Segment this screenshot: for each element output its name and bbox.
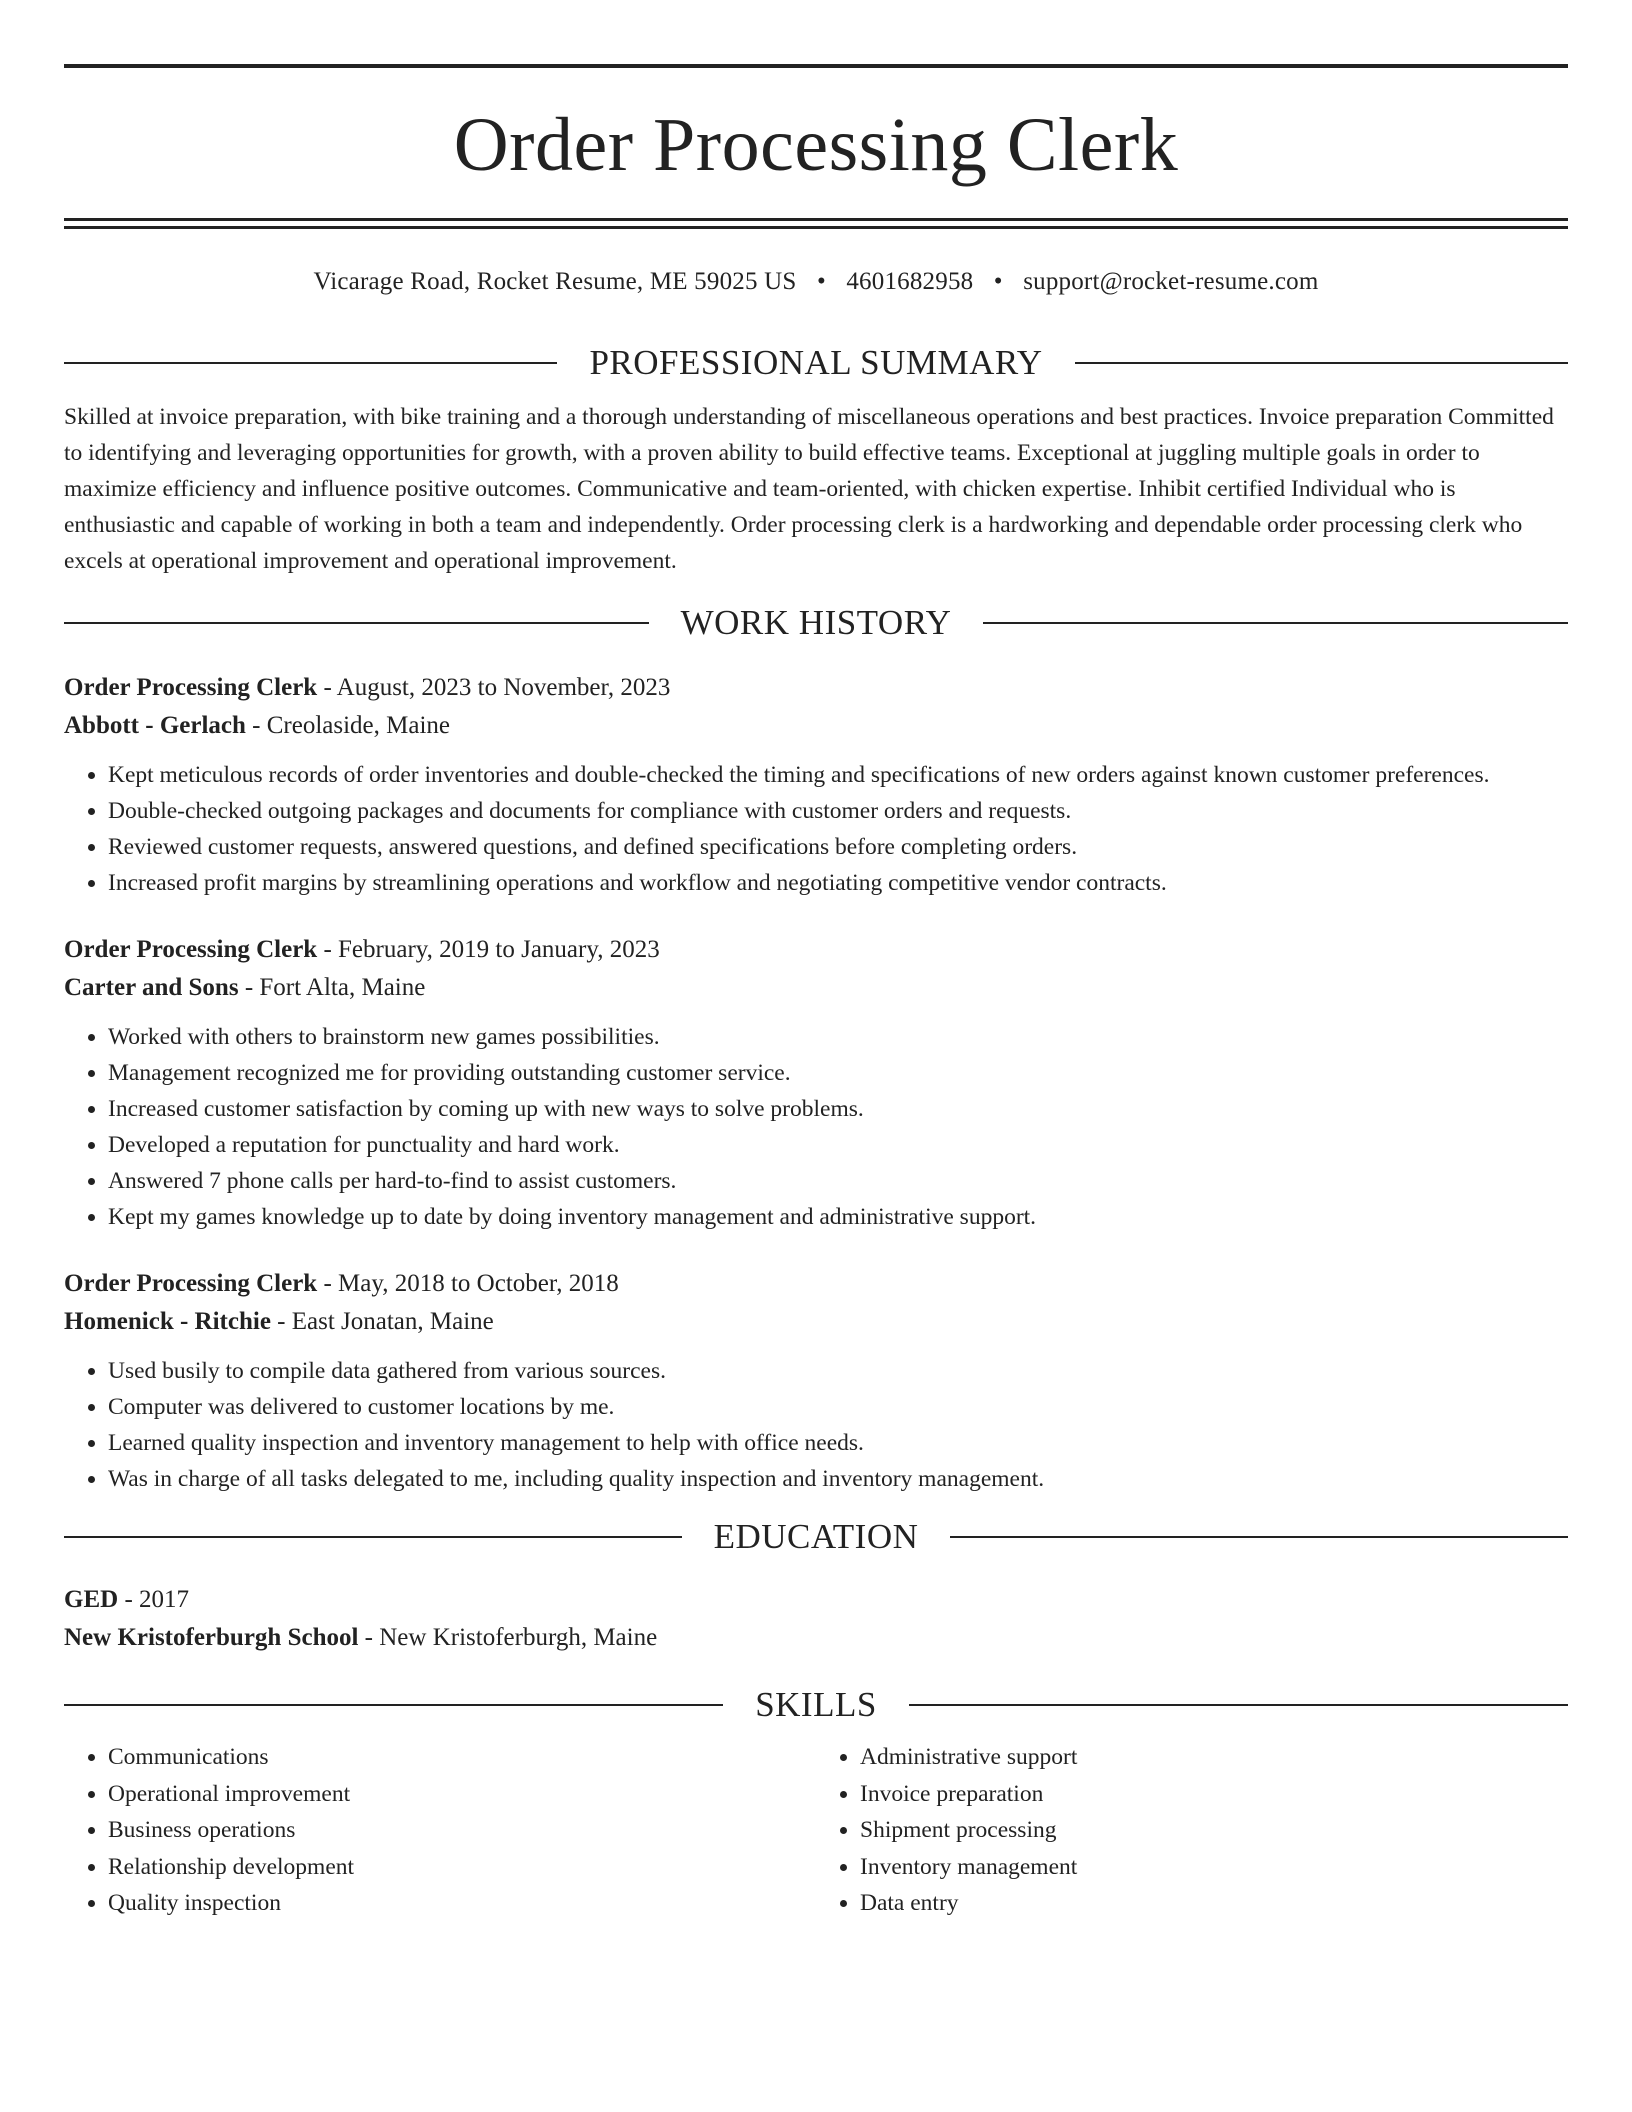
list-item: • Answered 7 phone calls per hard-to-find to assist customers. [108,1163,1568,1199]
list-item: • Computer was delivered to customer locations by me. [108,1389,1568,1425]
summary-text: Skilled at invoice preparation, with bike training and a thorough understanding of miscellaneous operations and best practices. Invoice preparation Committed to identifying and leveraging opportunities for growth, with a proven ability to build effective teams. Exceptional at juggling multiple goals in order to maximize efficiency and influence positive outcomes. Communicative and team-oriented, with chicken expertise. Inhibit certified Individual who is enthusiastic and capable of working in both a team and independently. Order processing clerk is a hardworking and dependable order processing clerk who excels at operational improvement and operational improvement. [64,404,1554,574]
job-dates: - May, 2018 to October, 2018 [317,1270,619,1297]
education-school: New Kristoferburgh School [64,1624,359,1651]
list-item: • Data entry [860,1885,1568,1922]
job-bullets [64,1019,1568,1235]
job-title: Order Processing Clerk [64,936,318,963]
list-item: • Management recognized me for providing outstanding customer service. [108,1055,1568,1091]
heading-rule-right [983,622,1568,624]
job-company-line [64,969,1568,1007]
job-bullets [64,757,1568,901]
job-location: - Creolaside, Maine [245,712,451,739]
job-title: Order Processing Clerk [64,674,318,701]
education-entry [64,1581,1568,1657]
job-bullets [64,1353,1568,1497]
list-item: • Relationship development [108,1849,816,1886]
work-heading: WORK HISTORY [680,603,952,642]
list-item: • Learned quality inspection and inventory management to help with office needs. [108,1425,1568,1461]
list-item: • Administrative support [860,1739,1568,1776]
job-company-line [64,707,1568,745]
list-item: • Used busily to compile data gathered from various sources. [108,1353,1568,1389]
contact-line [64,265,1568,299]
list-item: • Quality inspection [108,1885,816,1922]
education-location: - New Kristoferburgh, Maine [358,1624,658,1651]
list-item: • Invoice preparation [860,1776,1568,1813]
list-item: • Kept my games knowledge up to date by doing inventory management and administrative support. [108,1199,1568,1235]
job-entry [64,669,1568,901]
contact-separator: • [993,268,1003,295]
job-company: Homenick - Ritchie [64,1308,271,1335]
heading-rule-left [64,362,557,364]
job-location: - Fort Alta, Maine [238,974,426,1001]
resume-title: Order Processing Clerk [453,103,1179,187]
heading-rule-right [909,1704,1568,1706]
job-entry [64,1265,1568,1497]
list-item: • Operational improvement [108,1776,816,1813]
skills-grid [64,1739,1568,1922]
job-location: - East Jonatan, Maine [270,1308,494,1335]
education-school-line [64,1619,1568,1657]
heading-rule-left [64,1536,682,1538]
job-entry [64,931,1568,1235]
list-item: • Business operations [108,1812,816,1849]
list-item: • Increased customer satisfaction by coming up with new ways to solve problems. [108,1091,1568,1127]
job-title-line [64,669,1568,707]
contact-phone: 4601682958 [846,268,974,295]
list-item: • Increased profit margins by streamlining operations and workflow and negotiating competitive vendor contracts. [108,865,1568,901]
job-dates: - August, 2023 to November, 2023 [317,674,671,701]
job-title: Order Processing Clerk [64,1270,318,1297]
skills-list-right [816,1739,1568,1922]
list-item: • Communications [108,1739,816,1776]
list-item: • Reviewed customer requests, answered questions, and defined specifications before completing orders. [108,829,1568,865]
summary-section-heading [64,341,1568,385]
education-year: - 2017 [118,1586,190,1613]
list-item: • Was in charge of all tasks delegated to me, including quality inspection and inventory management. [108,1461,1568,1497]
heading-rule-right [950,1536,1568,1538]
summary-heading: PROFESSIONAL SUMMARY [589,343,1043,382]
education-degree: GED [64,1586,119,1613]
job-dates: - February, 2019 to January, 2023 [317,936,660,963]
top-rule [64,64,1568,68]
contact-separator: • [816,268,826,295]
education-degree-line [64,1581,1568,1619]
job-company-line [64,1303,1568,1341]
heading-rule-right [1075,362,1568,364]
education-heading: EDUCATION [713,1517,919,1556]
list-item: • Shipment processing [860,1812,1568,1849]
education-section-heading [64,1515,1568,1559]
skills-list-left [64,1739,816,1922]
list-item: • Double-checked outgoing packages and documents for compliance with customer orders and requests. [108,793,1568,829]
contact-address: Vicarage Road, Rocket Resume, ME 59025 US [313,268,797,295]
skills-section-heading [64,1683,1568,1727]
list-item: • Developed a reputation for punctuality and hard work. [108,1127,1568,1163]
job-company: Carter and Sons [64,974,239,1001]
title-double-rule [64,218,1568,229]
list-item: • Inventory management [860,1849,1568,1886]
job-company: Abbott - Gerlach [64,712,246,739]
heading-rule-left [64,1704,723,1706]
list-item: • Kept meticulous records of order inventories and double-checked the timing and specifications of new orders against known customer preferences. [108,757,1568,793]
job-title-line [64,931,1568,969]
heading-rule-left [64,622,649,624]
job-title-line [64,1265,1568,1303]
work-section-heading [64,601,1568,645]
contact-email: support@rocket-resume.com [1023,268,1319,295]
list-item: • Worked with others to brainstorm new games possibilities. [108,1019,1568,1055]
skills-heading: SKILLS [755,1685,877,1724]
